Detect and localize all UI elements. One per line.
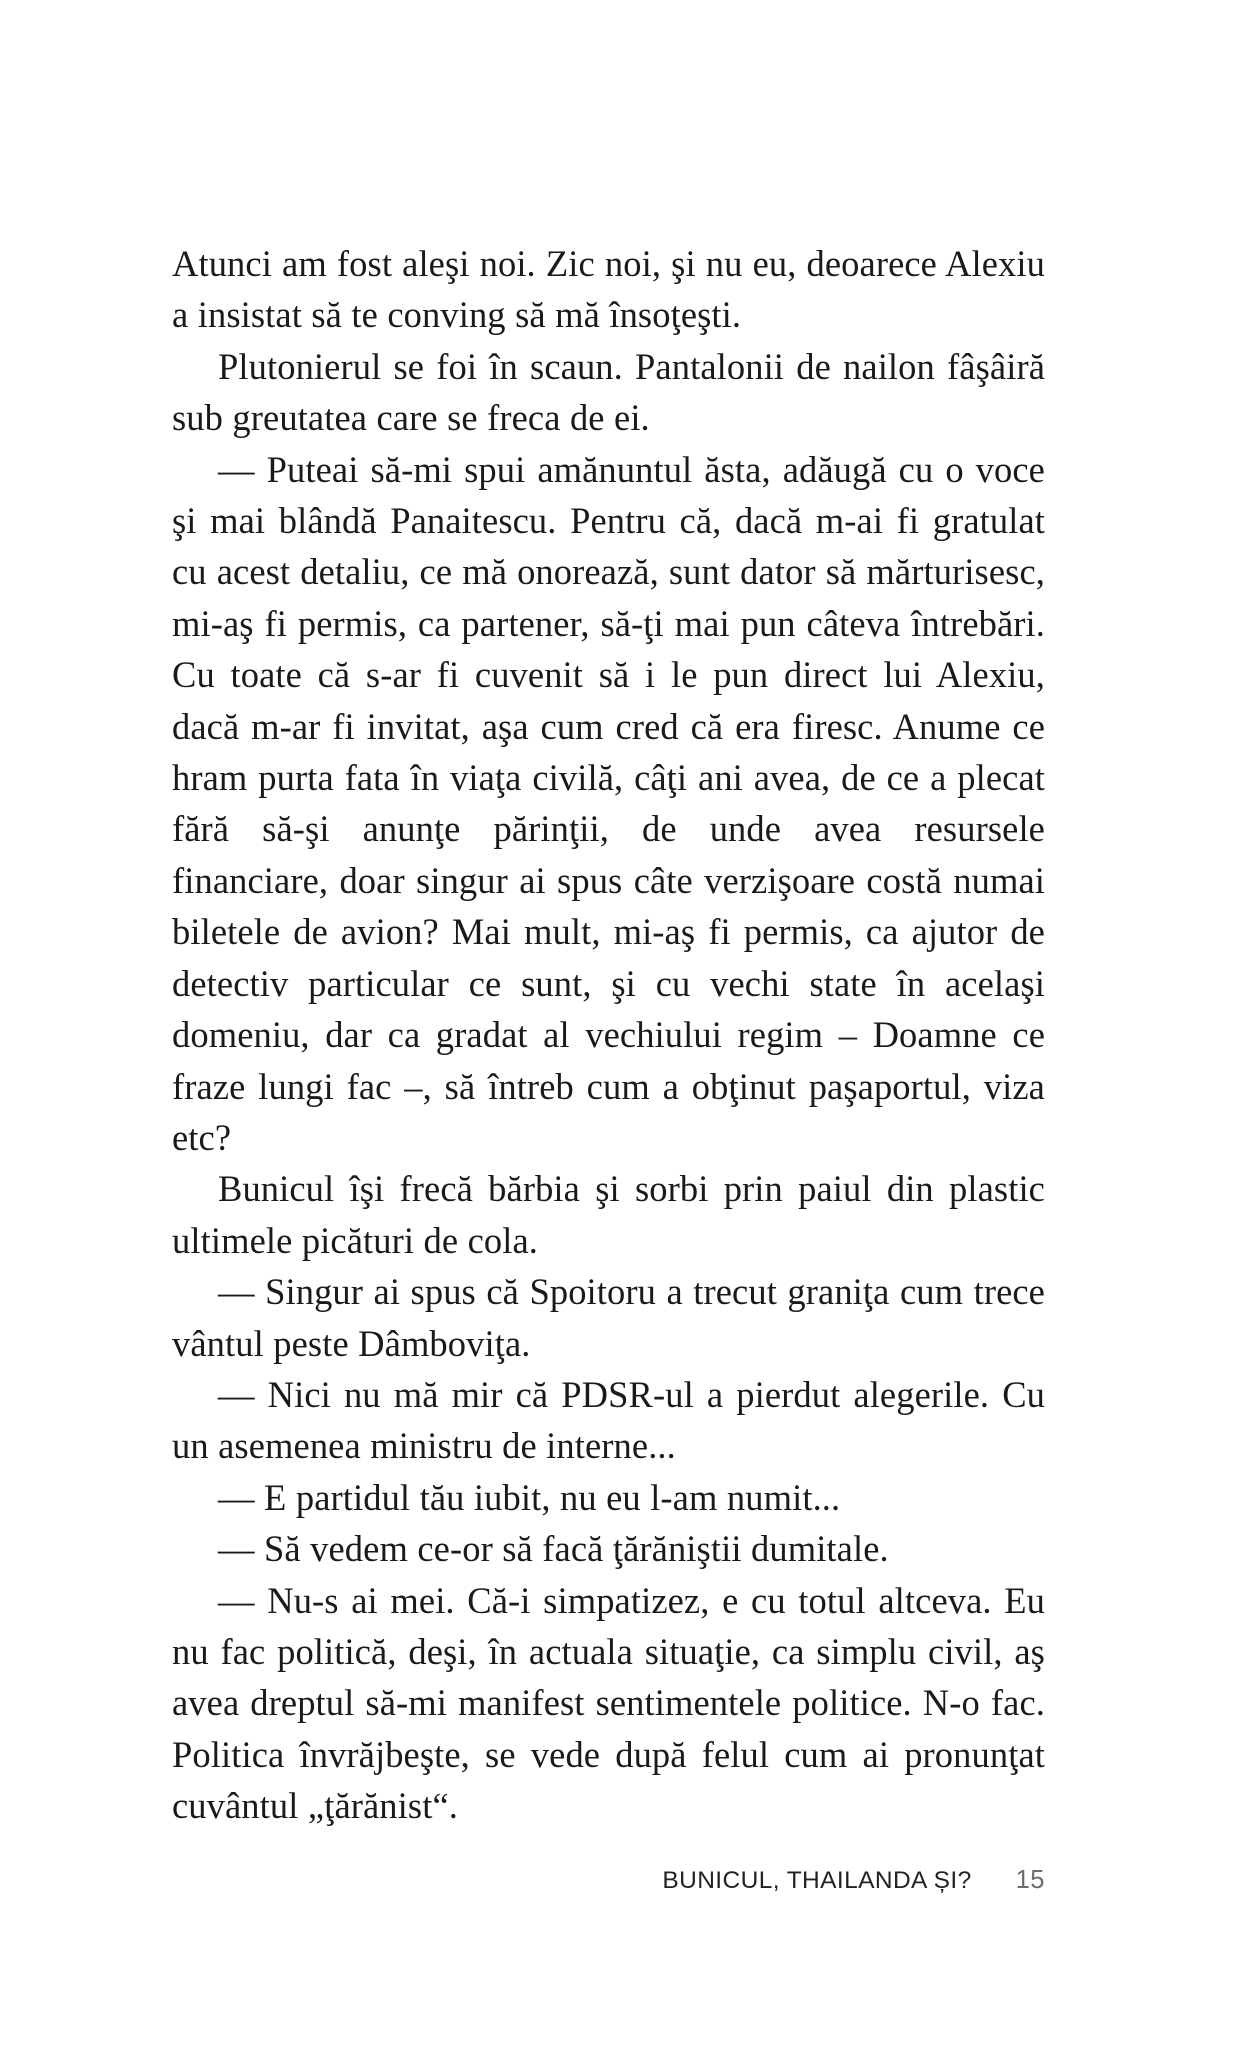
page-number: 15 — [1015, 1866, 1045, 1894]
paragraph: — Singur ai spus că Spoitoru a trecut graniţa cum trece vântul peste Dâmboviţa. — [172, 1271, 1045, 1364]
paragraph: — Să vedem ce-or să facă ţărăniştii dumitale. — [218, 1528, 889, 1570]
paragraph: Bunicul îşi frecă bărbia şi sorbi prin paiul din plastic ultimele picături de cola. — [172, 1168, 1045, 1261]
page-footer — [172, 1866, 1045, 1895]
paragraph: — Nu-s ai mei. Că-i simpatizez, e cu totul altceva. Eu nu fac politică, deşi, în actuala situaţie, ca simplu civil, aş avea dreptul să-mi manifest sentimentele politice. N-o fac. Politica învrăjbeşte, se vede după felul cum ai pronunţat cuvântul „ţărănist“. — [172, 1579, 1045, 1827]
paragraph: — E partidul tău iubit, nu eu l-am numit... — [218, 1476, 841, 1518]
body-text-block — [172, 238, 1045, 1832]
paragraph: — Nici nu mă mir că PDSR-ul a pierdut alegerile. Cu un asemenea ministru de interne... — [172, 1373, 1045, 1467]
paragraph: — Puteai să-mi spui amănuntul ăsta, adăugă cu o voce şi mai blândă Panaitescu. Pentru că, dacă m-ai fi gratulat cu acest detaliu, ce mă onorează, sunt dator să mărturisesc, mi-aş fi permis, ca partener, să-ţi mai pun câteva întrebări. Cu toate că s-ar fi cuvenit să i le pun direct lui Alexiu, dacă m-ar fi invitat, aşa cum cred că era firesc. Anume ce hram purta fata în viaţa civilă, câţi ani avea, de ce a plecat fără să-şi anunţe părinţii, de unde avea resursele financiare, doar singur ai spus câte verzişoare costă numai biletele de avion? Mai mult, mi-aş fi permis, ca ajutor de detectiv particular ce sunt, şi cu vechi state în acelaşi domeniu, dar ca gradat al vechiului regim – Doamne ce fraze lungi fac –, să întreb cum a obţinut paşaportul, viza etc? — [172, 448, 1045, 1158]
paragraph: Atunci am fost aleşi noi. Zic noi, şi nu eu, deoarece Alexiu a insistat să te conving să mă însoţeşti. — [172, 243, 1045, 336]
running-head: BUNICUL, THAILANDA ȘI? — [662, 1867, 972, 1894]
paragraph: Plutonierul se foi în scaun. Pantalonii de nailon fâşâiră sub greutatea care se freca de ei. — [172, 345, 1045, 439]
